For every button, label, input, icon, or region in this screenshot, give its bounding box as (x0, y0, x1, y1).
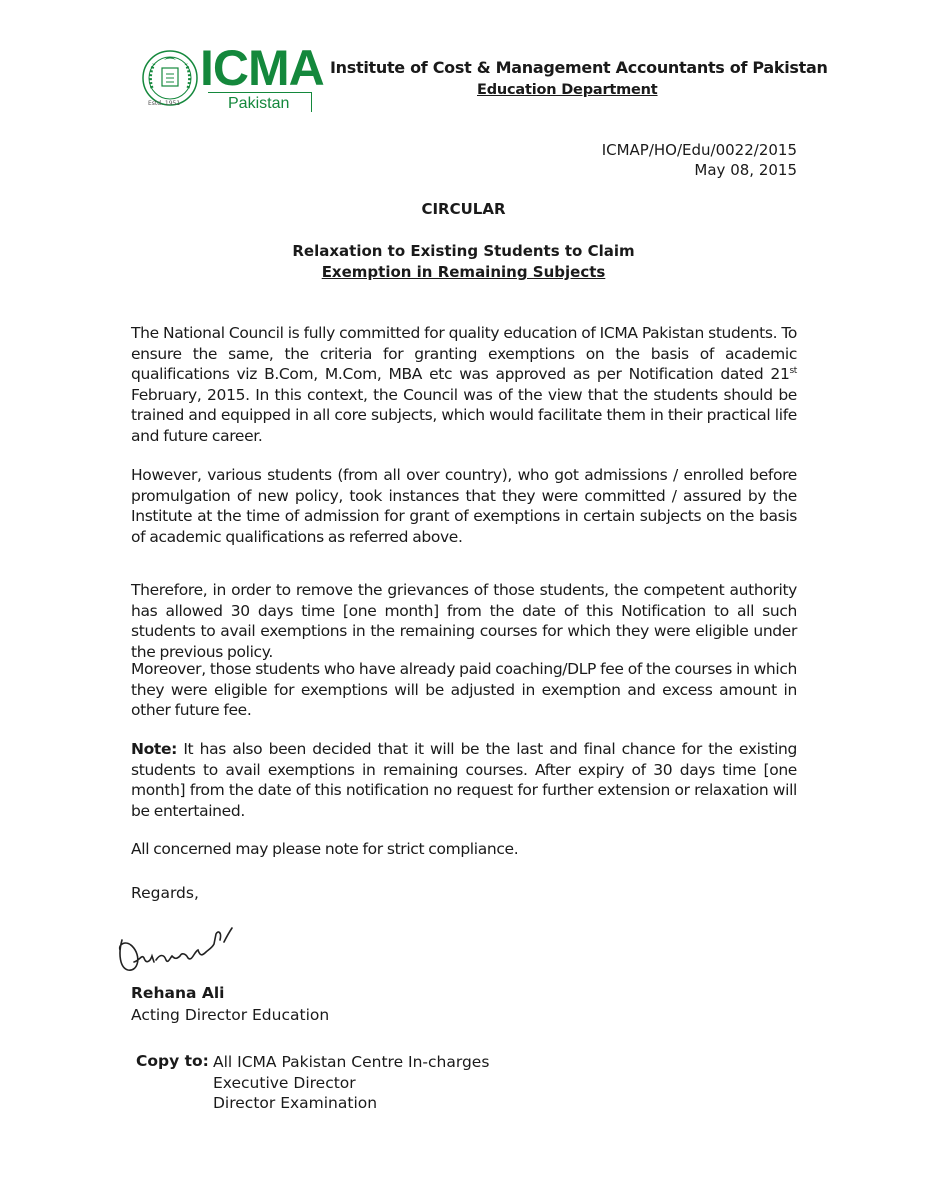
note-label: Note: (131, 740, 177, 758)
paragraph-1 (131, 323, 797, 446)
copy-to-label: Copy to: (136, 1052, 209, 1070)
regards-line: Regards, (131, 884, 199, 902)
paragraph-3: Therefore, in order to remove the grievances of those students, the competent authority has allowed 30 days time [one month] from the date of this Notification to all such students to avail exemptions in the remaining courses for which they were eligible under the previous policy. (131, 581, 797, 661)
copy-recipient: All ICMA Pakistan Centre In-charges (213, 1053, 490, 1071)
subject-heading (0, 241, 927, 283)
paragraph-1-start: The National Council is fully committed for quality education of ICMA Pakistan students. To ensure the same, the criteria for granting exemptions on the basis of academic qualifications viz B.Com, M.Com, MBA etc was approved as per Notification dated 21 (131, 324, 797, 383)
compliance-line: All concerned may please note for strict compliance. (131, 840, 519, 858)
copy-recipient: Director Examination (213, 1094, 378, 1112)
note-text: It has also been decided that it will be the last and final chance for the existing students to avail exemptions in remaining courses. After expiry of 30 days time [one month] from the date of this notification no request for further extension or relaxation will be entertained. (131, 740, 797, 820)
logo-brand-text: ICMA (200, 40, 324, 96)
reference-number: ICMAP/HO/Edu/0022/2015 (601, 141, 797, 159)
document-title: CIRCULAR (421, 200, 506, 218)
circular-date: May 08, 2015 (694, 161, 797, 179)
subject-line-1: Relaxation to Existing Students to Claim (292, 242, 635, 260)
paragraph-1-end: February, 2015. In this context, the Council was of the view that the students should be trained and equipped in all core subjects, which would facilitate them in their practical life and future career. (131, 385, 797, 445)
organization-name: Institute of Cost & Management Accountants of Pakistan (330, 58, 828, 77)
icma-logo (140, 40, 324, 114)
signer-name: Rehana Ali (131, 984, 225, 1002)
logo-country-text: Pakistan (208, 92, 312, 112)
signer-title: Acting Director Education (131, 1006, 330, 1024)
handwritten-signature (108, 910, 248, 980)
paragraph-4: Moreover, those students who have already paid coaching/DLP fee of the courses in which they were eligible for exemptions will be adjusted in exemption and excess amount in other future fee. (131, 660, 797, 719)
paragraph-2: However, various students (from all over country), who got admissions / enrolled before promulgation of new policy, took instances that they were committed / assured by the Institute at the time of admission for grant of exemptions in certain subjects on the basis of academic qualifications as referred above. (131, 466, 797, 546)
department-name: Education Department (477, 82, 658, 98)
seal-caption: Estd. 1951 (148, 100, 181, 107)
institute-seal-icon (140, 48, 200, 108)
copy-recipient: Executive Director (213, 1073, 356, 1092)
ordinal-suffix: st (789, 365, 797, 376)
note-paragraph (131, 739, 797, 821)
subject-line-2: Exemption in Remaining Subjects (321, 263, 606, 281)
copy-to-list (213, 1052, 489, 1114)
reference-block (602, 140, 797, 180)
